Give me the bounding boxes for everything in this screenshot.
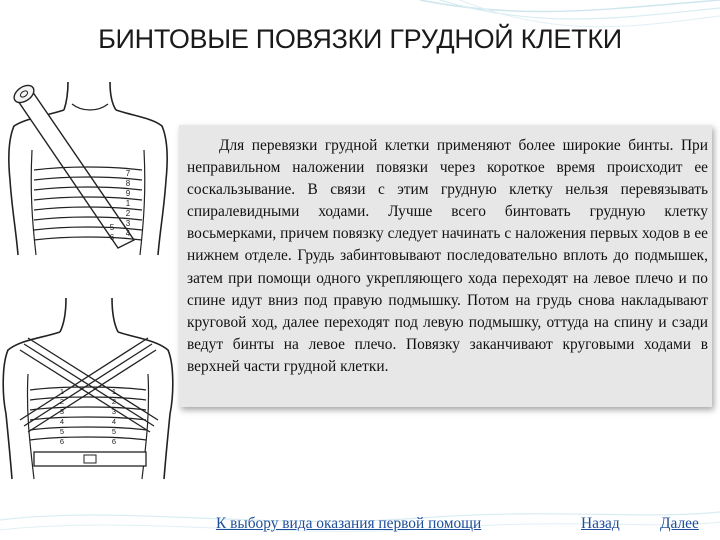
turn-number: 3 [125,219,131,228]
turn-number: 6 [59,437,65,446]
turn-number: 4 [111,417,117,426]
turn-number: 2 [125,209,131,218]
chest-bandage-circular-illustration [6,80,176,278]
page-title: БИНТОВЫЕ ПОВЯЗКИ ГРУДНОЙ КЛЕТКИ [98,24,622,54]
turn-number: 5 [109,223,115,232]
turn-number: 4 [59,417,65,426]
choose-first-aid-type-link[interactable]: К выбору вида оказания первой помощи [216,515,482,532]
turn-number: 1 [111,387,117,396]
turn-number: 2 [59,397,65,406]
turn-number: 8 [125,179,131,188]
next-link[interactable]: Далее [660,515,699,532]
chest-bandage-figure-eight-illustration [0,294,176,490]
turn-number: 1 [125,199,131,208]
turn-number: 1 [59,387,65,396]
turn-number: 3 [111,407,117,416]
turn-number: 5 [59,427,65,436]
turn-number: 6 [111,437,117,446]
turn-number: 6 [109,233,115,242]
turn-number: 5 [111,427,117,436]
turn-number: 7 [125,169,131,178]
turn-number: 9 [125,189,131,198]
torso-drawing-bottom [0,294,176,490]
torso-drawing-top [6,80,176,278]
navigation-links [0,515,720,539]
turn-number: 2 [111,397,117,406]
body-text: Для перевязки грудной клетки применяют более широкие бинты. При неправильном наложении повязки через короткое время происходит ее соскальзывание. В связи с этим грудную клетку нельзя перевязывать спиралевидными ходами. Лучше всего бинтовать грудную клетку восьмерками, причем повязку следует начинать с наложения первых ходов в ее нижнем отделе. Грудь забинтовывают последовательно вплоть до подмышек, затем при помощи одного укрепляющего хода переходят на левое плечо и по спине идут вниз под правую подмышку. Потом на грудь снова накладывают круговой ход, далее переходят под левую подмышку, оттуда на спину и сзади ведут бинты на левое плечо. Повязку заканчивают круговыми ходами в верхней части грудной клетки. [187,137,708,375]
turn-number: 4 [125,229,131,238]
back-link[interactable]: Назад [581,515,620,532]
turn-number: 3 [59,407,65,416]
